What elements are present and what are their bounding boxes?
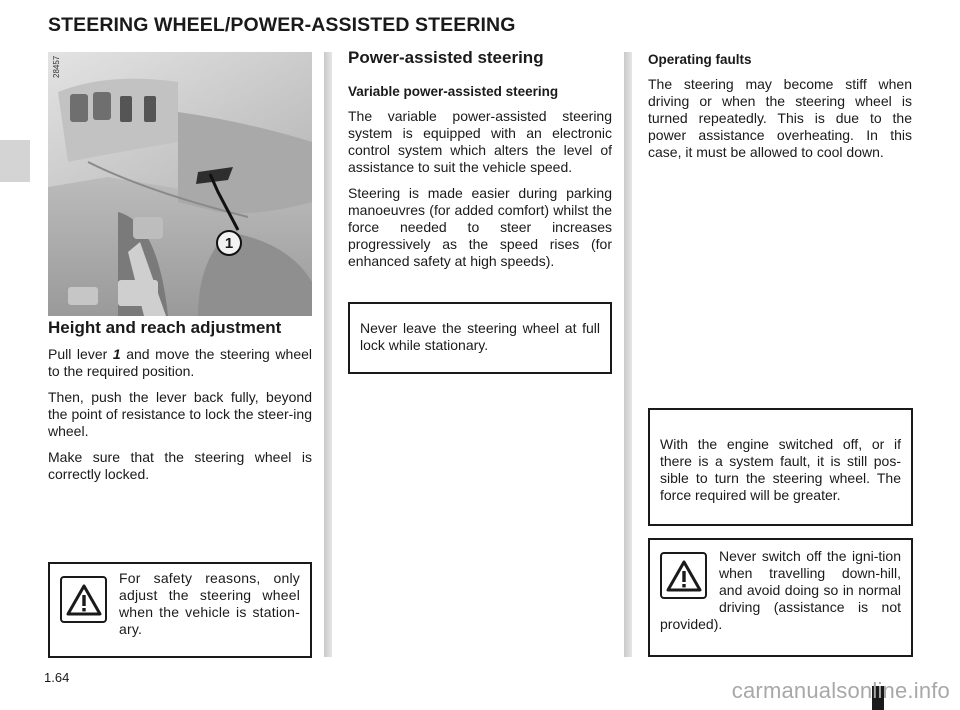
height-reach-section [48,318,312,492]
safety-warning-box [48,562,312,658]
power-steering-paragraph-1: The variable power-assisted steering system is equipped with an electronic control system which alters the level of assistance to suit the vehicle speed. [348,108,612,175]
engine-off-note-box [648,408,913,526]
operating-faults-section [648,48,912,170]
height-reach-paragraph-1 [48,346,312,380]
watermark: carmanualsonline.info [731,678,950,703]
callout-label: 1 [224,234,234,252]
variable-steering-subheading: Variable power-assisted steering [348,84,559,99]
warning-triangle-icon [60,576,107,623]
operating-faults-paragraph-1: The steering may become stiff when driving or when the steering wheel is turned repeatedly. This is due to the power assistance overheating. In this case, it must be allowed to cool down. [648,76,912,160]
power-steering-heading: Power-assisted steering [348,48,544,67]
engine-off-note-text: With the engine switched off, or if there is a system fault, it is still pos-sible to turn the steering wheel. The force required will be greater. [660,436,901,503]
warning-triangle-icon [660,552,707,599]
steering-lever-illustration [48,52,312,316]
page-title: STEERING WHEEL/POWER-ASSISTED STEERING [48,14,516,36]
page-number: 1.64 [44,670,70,685]
column-separator [324,52,332,657]
section-tab [0,140,30,182]
power-steering-section [348,48,612,279]
full-lock-note-text: Never leave the steering wheel at full lock while stationary. [360,320,600,353]
height-reach-heading: Height and reach adjustment [48,318,282,337]
height-reach-paragraph-2: Then, push the lever back fully, beyond the point of resistance to lock the steer-ing wheel. [48,389,312,439]
text-fragment: and move the steering wheel to the required position. [48,346,313,379]
photo-reference-code: 28457 [52,55,61,78]
callout-circle-1 [216,230,242,256]
ignition-warning-text: Never switch off the igni-tion when travelling down-hill, and avoid doing so in normal driving (assistance is not provided). [660,548,901,632]
ignition-warning-box [648,538,913,657]
column-separator [624,52,632,657]
lever-number: 1 [112,346,121,362]
text-fragment: Pull lever [48,346,113,362]
operating-faults-subheading: Operating faults [648,52,752,67]
height-reach-paragraph-3: Make sure that the steering wheel is correctly locked. [48,449,312,482]
full-lock-note-box [348,302,612,374]
steering-lever-photo [48,52,312,316]
power-steering-paragraph-2: Steering is made easier during parking manoeuvres (for added comfort) whilst the force needed to steer increases progressively as the speed rises (for enhanced safety at high speeds). [348,185,612,269]
safety-warning-text: For safety reasons, only adjust the steering wheel when the vehicle is station-ary. [119,570,300,637]
